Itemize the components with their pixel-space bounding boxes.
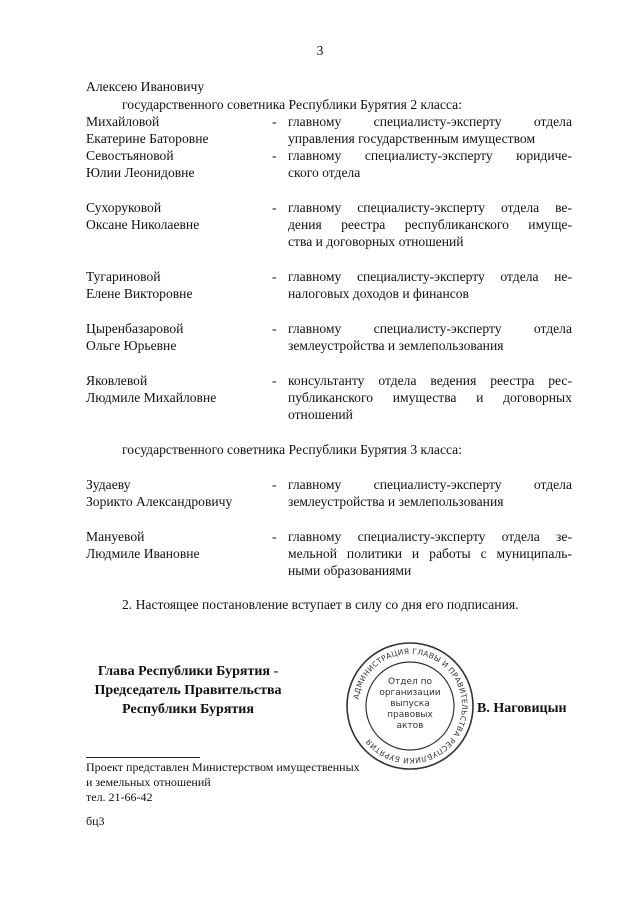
employee-name-line: Михайловой: [86, 114, 160, 129]
footnote-line: тел. 21-66-42: [86, 790, 153, 804]
position-line: главному специалисту-эксперту отдела ве-: [288, 200, 572, 215]
employee-name: [86, 476, 232, 510]
employee-name-line: Мануевой: [86, 529, 145, 544]
position-line: землеустройства и землепользования: [288, 338, 504, 353]
signatory-name: В. Наговицын: [477, 701, 567, 716]
position-line: ными образованиями: [288, 563, 412, 578]
position-line: консультанту отдела ведения реестра рес-: [288, 373, 572, 388]
position-line: мельной политики и работы с муниципаль-: [288, 546, 572, 561]
position-line: главному специалисту-эксперту отдела: [288, 477, 572, 492]
position-line: землеустройства и землепользования: [288, 494, 504, 509]
employee-name-line: Яковлевой: [86, 373, 148, 388]
employee-name-line: Юлии Леонидовне: [86, 165, 195, 180]
employee-name-line: Зорикто Александровичу: [86, 494, 233, 509]
employee-name: [86, 113, 209, 147]
dash: -: [272, 477, 277, 492]
position-line: ства и договорных отношений: [288, 234, 464, 249]
position-line: главному специалисту-эксперту юридиче-: [288, 148, 572, 163]
clause-2: 2. Настоящее постановление вступает в силу со дня его подписания.: [122, 597, 519, 612]
employee-name-line: Елене Викторовне: [86, 286, 193, 301]
dash: -: [272, 200, 277, 215]
position-line: главному специалисту-эксперту отдела зе-: [288, 529, 572, 544]
employee-name: [86, 268, 192, 302]
employee-name: [86, 528, 200, 562]
employee-name-line: Цыренбазаровой: [86, 321, 184, 336]
position-line: дения реестра республиканского имуще-: [288, 217, 572, 232]
position-line: главному специалисту-эксперту отдела: [288, 114, 572, 129]
employee-position: [288, 199, 572, 250]
employee-position: [288, 372, 572, 423]
employee-name: [86, 372, 216, 406]
employee-name-line: Севостьяновой: [86, 148, 174, 163]
position-line: публиканского имущества и договорных: [288, 390, 572, 405]
employee-name-line: Тугариновой: [86, 269, 161, 284]
seal-center-line: актов: [396, 721, 424, 731]
signatory-title-line: Глава Республики Бурятия -: [97, 664, 279, 679]
seal-center-line: выпуска: [390, 699, 430, 709]
position-line: отношений: [288, 407, 353, 422]
seal-center-line: Отдел по: [387, 677, 433, 687]
position-line: главному специалисту-эксперту отдела не-: [288, 269, 572, 284]
dash: -: [272, 373, 277, 388]
dash: -: [272, 529, 277, 544]
employee-name: [86, 147, 194, 181]
seal-center-line: организации: [379, 688, 441, 698]
footnote-line: Проект представлен Министерством имущественных: [86, 760, 360, 774]
footnote: [86, 760, 360, 805]
seal-ring-text: АДМИНИСТРАЦИЯ ГЛАВЫ И ПРАВИТЕЛЬСТВА РЕСПУБЛИКИ БУРЯТИЯ: [351, 646, 470, 766]
employee-name-line: Людмиле Михайловне: [86, 390, 217, 405]
dash: -: [272, 114, 277, 129]
document-code: бц3: [86, 814, 105, 828]
footnote-divider: [86, 757, 200, 758]
signatory-title-line: Республики Бурятия: [122, 702, 254, 717]
position-line: налоговых доходов и финансов: [288, 286, 469, 301]
class-3-heading: государственного советника Республики Бурятия 3 класса:: [122, 442, 462, 457]
employee-name-line: Екатерине Баторовне: [86, 131, 209, 146]
employee-position: [288, 147, 572, 181]
employee-name: [86, 199, 199, 233]
class-2-heading: государственного советника Республики Бурятия 2 класса:: [122, 97, 462, 112]
employee-name-line: Людмиле Ивановне: [86, 546, 200, 561]
employee-name-line: Сухоруковой: [86, 200, 162, 215]
position-line: главному специалисту-эксперту отдела: [288, 321, 572, 336]
employee-position: [288, 113, 572, 147]
dash: -: [272, 269, 277, 284]
employee-name: [86, 320, 183, 354]
seal-center-line: правовых: [387, 710, 433, 720]
page-number: 3: [316, 43, 324, 58]
position-line: ского отдела: [288, 165, 361, 180]
employee-name-line: Ольге Юрьевне: [86, 338, 177, 353]
official-seal: [344, 640, 476, 772]
employee-position: [288, 268, 572, 302]
employee-position: [288, 476, 572, 510]
dash: -: [272, 321, 277, 336]
position-line: управления государственным имуществом: [288, 131, 536, 146]
footnote-line: и земельных отношений: [86, 775, 211, 789]
employee-name-line: Зудаеву: [86, 477, 131, 492]
employee-position: [288, 320, 572, 354]
signatory-title: [66, 662, 310, 719]
employee-position: [288, 528, 572, 579]
dash: -: [272, 148, 277, 163]
intro-name: Алексею Ивановичу: [86, 79, 205, 94]
signatory-title-line: Председатель Правительства: [94, 683, 282, 698]
employee-name-line: Оксане Николаевне: [86, 217, 200, 232]
